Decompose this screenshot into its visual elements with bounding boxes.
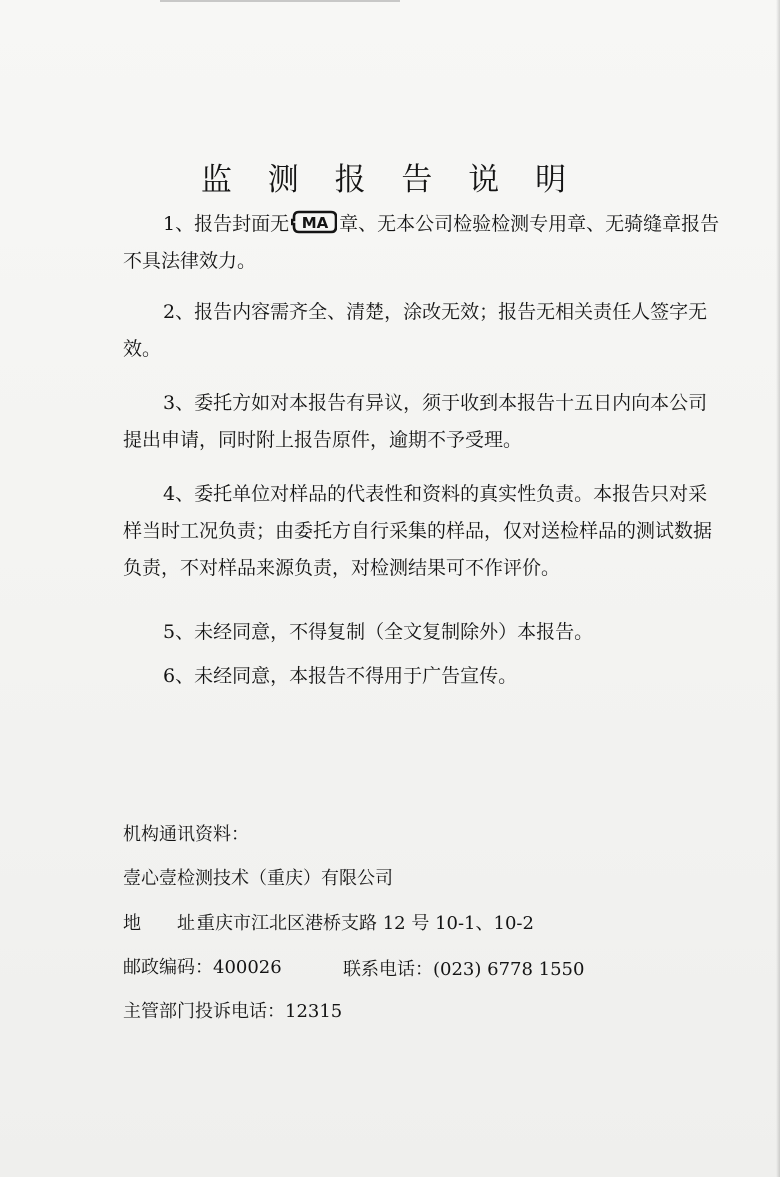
item-2: 2、报告内容需齐全、清楚，涂改无效；报告无相关责任人签字无效。 (123, 301, 708, 360)
postcode-value: 400026 (213, 957, 282, 978)
complaint-value: 12315 (285, 1001, 343, 1022)
item-3: 3、委托方如对本报告有异议，须于收到本报告十五日内向本公司提出申请，同时附上报告原件，逾期不予受理。 (123, 392, 708, 451)
item-6: 6、未经同意，本报告不得用于广告宣传。 (163, 665, 518, 687)
contact-heading: 机构通讯资料： (123, 824, 249, 845)
postcode-row (123, 953, 282, 979)
page-title: 监 测 报 告 说 明 (200, 162, 580, 198)
company-name: 壹心壹检测技术（重庆）有限公司 (123, 868, 393, 889)
address-row (123, 909, 534, 935)
item-1-after: 章、无本公司检验检测专用章、无骑缝章报告不具法律效力。 (123, 213, 720, 272)
complaint-row (123, 997, 342, 1023)
phone-value: (023) 6778 1550 (433, 959, 585, 980)
ma-certification-icon (291, 210, 337, 234)
item-1 (123, 206, 723, 280)
phone-row (343, 955, 584, 981)
phone-label: 联系电话： (343, 959, 433, 980)
ma-mark-text: MA (301, 214, 329, 232)
scan-edge-shadow (160, 0, 400, 2)
address-value: 重庆市江北区港桥支路 12 号 10-1、10-2 (197, 913, 534, 934)
address-label: 地 址： (123, 913, 213, 934)
complaint-label: 主管部门投诉电话： (123, 1001, 285, 1022)
item-1-before: 1、报告封面无 (163, 213, 290, 235)
item-5: 5、未经同意，不得复制（全文复制除外）本报告。 (163, 621, 594, 643)
postcode-label: 邮政编码： (123, 957, 213, 978)
item-4: 4、委托单位对样品的代表性和资料的真实性负责。本报告只对采样当时工况负责；由委托方自行采集的样品，仅对送检样品的测试数据负责，不对样品来源负责，对检测结果可不作评价。 (123, 483, 713, 579)
